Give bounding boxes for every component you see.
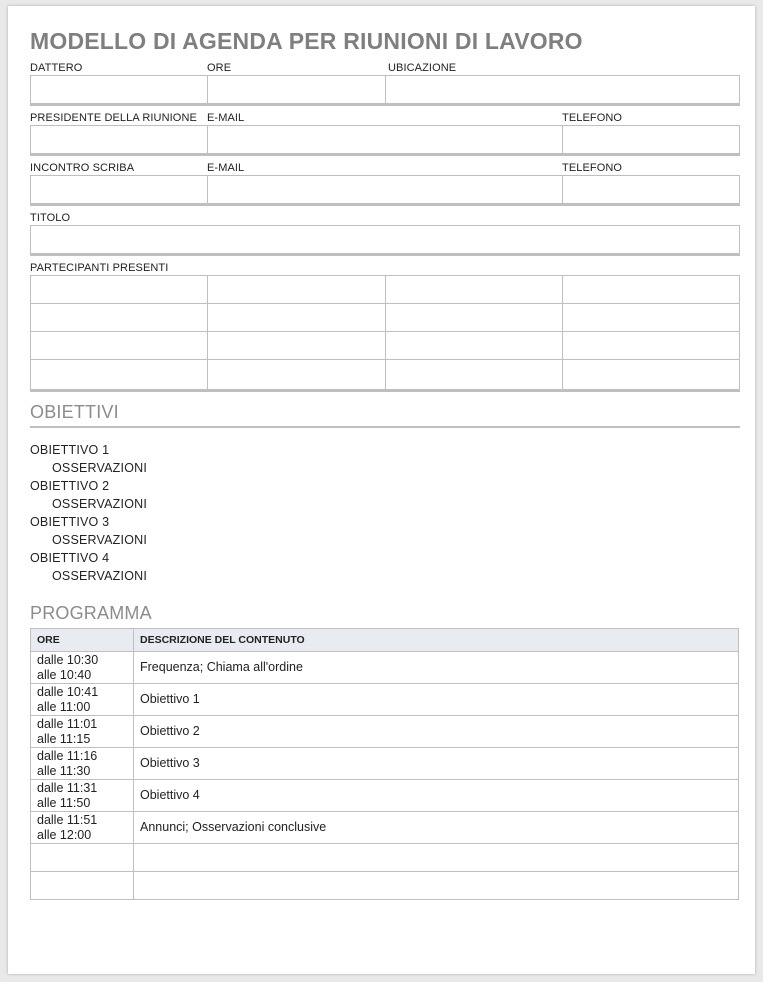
description-cell[interactable]: Obiettivo 3 xyxy=(134,748,739,780)
time-label: ORE xyxy=(207,62,232,74)
document-page xyxy=(8,6,755,974)
subject-field[interactable] xyxy=(30,225,740,256)
table-row xyxy=(31,684,739,716)
time-to: alle 10:40 xyxy=(37,667,92,682)
attendees-col-divider xyxy=(207,276,208,389)
scribe-row xyxy=(30,175,740,206)
attendees-grid[interactable] xyxy=(30,275,740,392)
time-cell[interactable] xyxy=(31,844,134,872)
location-field[interactable] xyxy=(385,76,739,103)
time-cell[interactable] xyxy=(31,872,134,900)
attendees-col-divider xyxy=(562,276,563,389)
table-row xyxy=(31,748,739,780)
attendees-label: PARTECIPANTI PRESENTI xyxy=(30,262,169,274)
objective-note: OSSERVAZIONI xyxy=(52,461,148,475)
date-time-location-row xyxy=(30,75,740,106)
time-from: dalle 10:41 xyxy=(37,684,99,699)
attendees-col-divider xyxy=(385,276,386,389)
chair-label: PRESIDENTE DELLA RIUNIONE xyxy=(30,112,197,124)
objective-label: OBIETTIVO 4 xyxy=(30,551,110,565)
objective-label: OBIETTIVO 1 xyxy=(30,443,110,457)
objective-note: OSSERVAZIONI xyxy=(52,569,148,583)
scribe-name-field[interactable] xyxy=(31,176,208,203)
chair-phone-label: TELEFONO xyxy=(562,112,623,124)
table-row xyxy=(31,780,739,812)
chair-row xyxy=(30,125,740,156)
time-from: dalle 11:31 xyxy=(37,780,98,795)
date-label: DATTERO xyxy=(30,62,83,74)
empty-table-row xyxy=(31,844,739,872)
time-from: dalle 11:01 xyxy=(37,716,98,731)
scribe-email-field[interactable] xyxy=(207,176,562,203)
description-cell[interactable]: Obiettivo 4 xyxy=(134,780,739,812)
scribe-phone-field[interactable] xyxy=(562,176,739,203)
objectives-heading: OBIETTIVI xyxy=(30,402,119,422)
chair-name-field[interactable] xyxy=(31,126,208,153)
time-to: alle 11:00 xyxy=(37,699,91,714)
objective-label: OBIETTIVO 2 xyxy=(30,479,110,493)
page-title: MODELLO DI AGENDA PER RIUNIONI DI LAVORO xyxy=(30,28,583,54)
time-to: alle 11:15 xyxy=(37,731,91,746)
scribe-phone-label: TELEFONO xyxy=(562,162,623,174)
scribe-label: INCONTRO SCRIBA xyxy=(30,162,135,174)
program-header-row xyxy=(31,629,739,652)
scribe-email-label: E-MAIL xyxy=(207,162,245,174)
program-heading: PROGRAMMA xyxy=(30,603,152,623)
description-cell[interactable]: Obiettivo 1 xyxy=(134,684,739,716)
objective-note: OSSERVAZIONI xyxy=(52,533,148,547)
table-row xyxy=(31,652,739,684)
time-column-header: ORE xyxy=(31,629,134,652)
description-cell[interactable]: Annunci; Osservazioni conclusive xyxy=(134,812,739,844)
time-cell[interactable] xyxy=(31,780,134,812)
program-table xyxy=(30,628,739,900)
time-cell[interactable] xyxy=(31,716,134,748)
description-cell[interactable] xyxy=(134,844,739,872)
time-to: alle 11:30 xyxy=(37,763,91,778)
objective-label: OBIETTIVO 3 xyxy=(30,515,110,529)
time-cell[interactable] xyxy=(31,812,134,844)
subject-label: TITOLO xyxy=(30,212,71,224)
time-cell[interactable] xyxy=(31,748,134,780)
objective-note: OSSERVAZIONI xyxy=(52,497,148,511)
time-cell[interactable] xyxy=(31,684,134,716)
location-label: UBICAZIONE xyxy=(388,62,457,74)
time-cell[interactable] xyxy=(31,652,134,684)
chair-email-label: E-MAIL xyxy=(207,112,245,124)
table-row xyxy=(31,812,739,844)
objectives-divider xyxy=(30,426,740,428)
description-cell[interactable]: Frequenza; Chiama all'ordine xyxy=(134,652,739,684)
chair-phone-field[interactable] xyxy=(562,126,739,153)
time-from: dalle 10:30 xyxy=(37,652,99,667)
date-field[interactable] xyxy=(31,76,208,103)
time-field[interactable] xyxy=(207,76,385,103)
description-column-header: DESCRIZIONE DEL CONTENUTO xyxy=(134,629,739,652)
description-cell[interactable] xyxy=(134,872,739,900)
time-from: dalle 11:16 xyxy=(37,748,98,763)
time-to: alle 12:00 xyxy=(37,827,92,842)
table-row xyxy=(31,716,739,748)
time-from: dalle 11:51 xyxy=(37,812,98,827)
description-cell[interactable]: Obiettivo 2 xyxy=(134,716,739,748)
empty-table-row xyxy=(31,872,739,900)
chair-email-field[interactable] xyxy=(207,126,562,153)
time-to: alle 11:50 xyxy=(37,795,91,810)
